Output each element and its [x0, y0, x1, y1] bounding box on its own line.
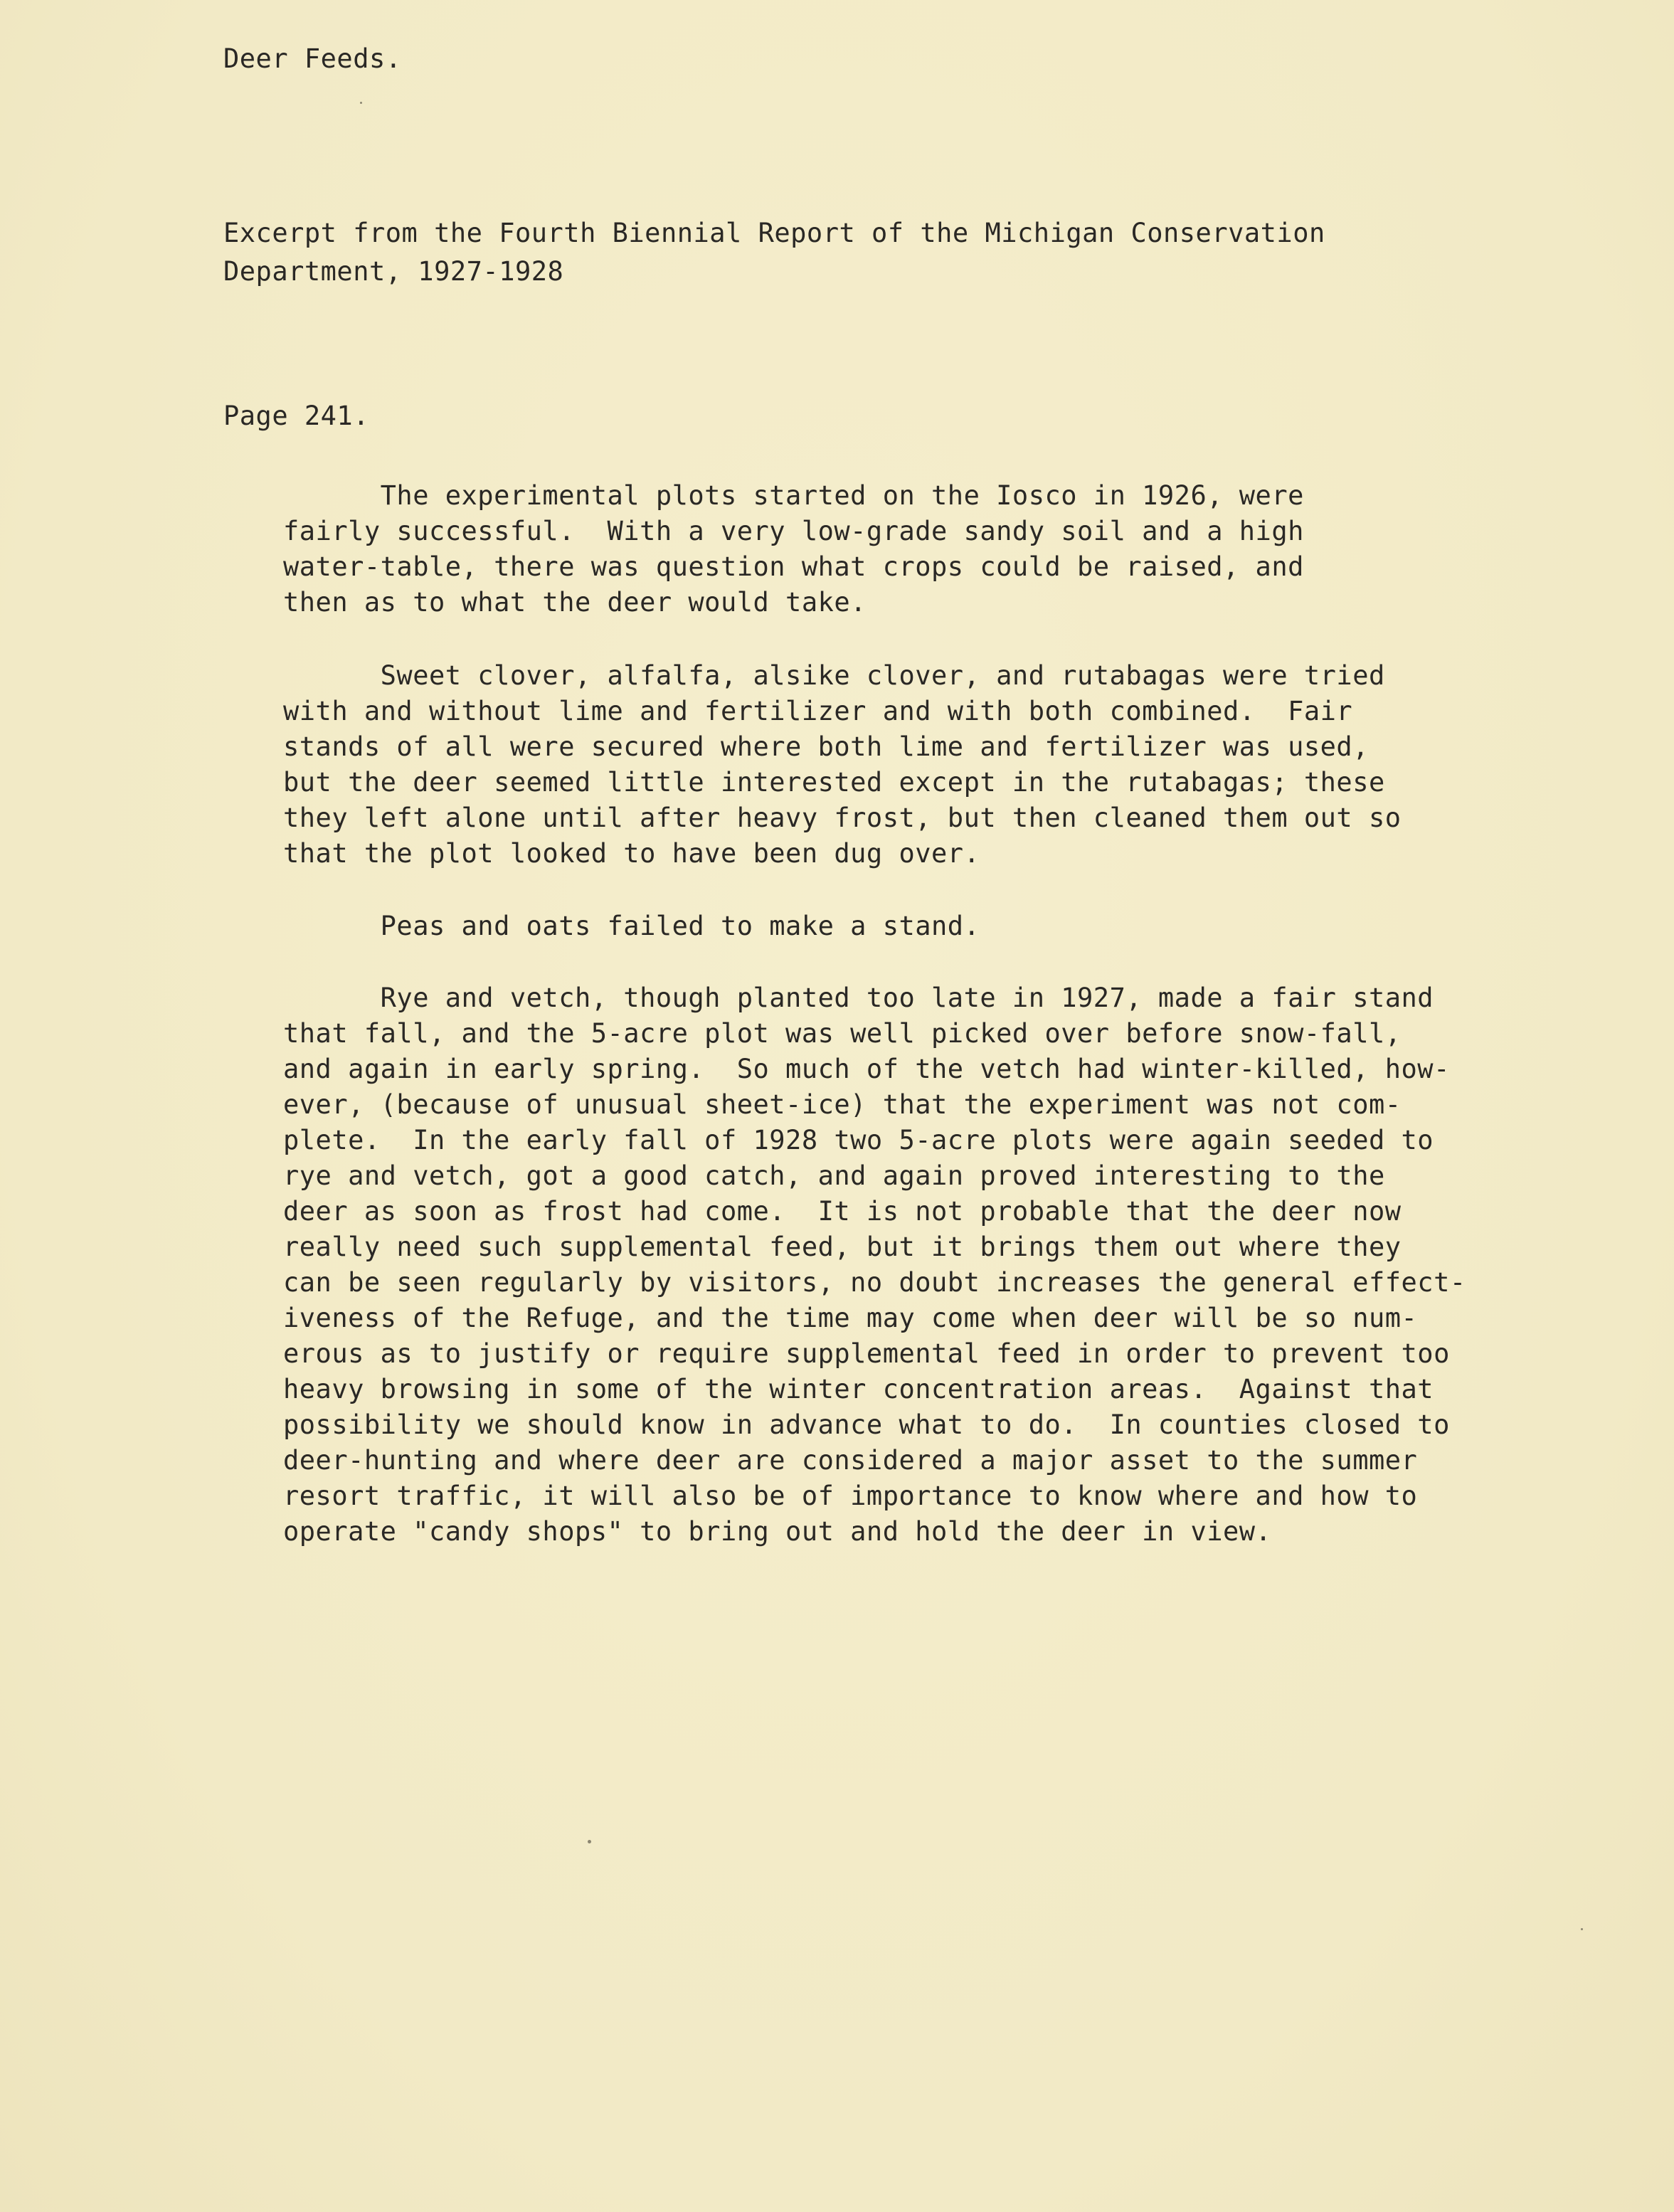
paragraph-line: deer as soon as frost had come. It is not probable that the deer now — [283, 1196, 1402, 1227]
paragraph-line: deer-hunting and where deer are considered a major asset to the summer — [283, 1445, 1418, 1476]
paragraph-line: fairly successful. With a very low-grade sandy soil and a high — [283, 516, 1304, 546]
paragraph-line: then as to what the deer would take. — [283, 587, 867, 618]
paragraph-line: but the deer seemed little interested except in the rutabagas; these — [283, 767, 1385, 798]
paragraph-line: can be seen regularly by visitors, no doubt increases the general effect- — [283, 1267, 1466, 1298]
paragraph-line: erous as to justify or require supplemental feed in order to prevent too — [283, 1338, 1450, 1369]
page-reference: Page 241. — [223, 401, 369, 431]
paragraph-line: Rye and vetch, though planted too late in 1927, made a fair stand — [283, 983, 1434, 1013]
excerpt-line: Department, 1927-1928 — [223, 256, 564, 287]
paragraph-line: rye and vetch, got a good catch, and again proved interesting to the — [283, 1160, 1385, 1191]
paragraph-line: with and without lime and fertilizer and with both combined. Fair — [283, 696, 1353, 726]
paragraph-line: water-table, there was question what crops could be raised, and — [283, 551, 1304, 582]
paragraph-line: plete. In the early fall of 1928 two 5-acre plots were again seeded to — [283, 1125, 1434, 1155]
excerpt-line: Excerpt from the Fourth Biennial Report of the Michigan Conservation — [223, 218, 1325, 248]
paragraph-line: heavy browsing in some of the winter concentration areas. Against that — [283, 1374, 1434, 1404]
paragraph-line: possibility we should know in advance what to do. In counties closed to — [283, 1409, 1450, 1440]
paragraph-line: iveness of the Refuge, and the time may come when deer will be so num- — [283, 1303, 1418, 1333]
paragraph-line: that the plot looked to have been dug over. — [283, 838, 980, 869]
paragraph-line: Sweet clover, alfalfa, alsike clover, and rutabagas were tried — [283, 660, 1385, 691]
paragraph-line: ever, (because of unusual sheet-ice) that the experiment was not com- — [283, 1089, 1402, 1120]
paper-speck — [1581, 1928, 1583, 1930]
paragraph-line: really need such supplemental feed, but it brings them out where they — [283, 1232, 1402, 1262]
paragraph-line: that fall, and the 5-acre plot was well picked over before snow-fall, — [283, 1018, 1402, 1049]
paragraph-line: they left alone until after heavy frost, but then cleaned them out so — [283, 803, 1402, 833]
paragraph-line: Peas and oats failed to make a stand. — [283, 911, 980, 941]
paragraph-line: resort traffic, it will also be of importance to know where and how to — [283, 1481, 1418, 1511]
paragraph-line: and again in early spring. So much of the vetch had winter-killed, how- — [283, 1054, 1450, 1084]
paper-speck — [588, 1840, 591, 1843]
paper-speck — [360, 102, 362, 104]
document-header: Deer Feeds. — [223, 43, 402, 74]
paragraph-line: The experimental plots started on the Iosco in 1926, were — [283, 480, 1304, 511]
paragraph-line: stands of all were secured where both lime and fertilizer was used, — [283, 731, 1369, 762]
paragraph-line: operate "candy shops" to bring out and hold the deer in view. — [283, 1516, 1272, 1547]
